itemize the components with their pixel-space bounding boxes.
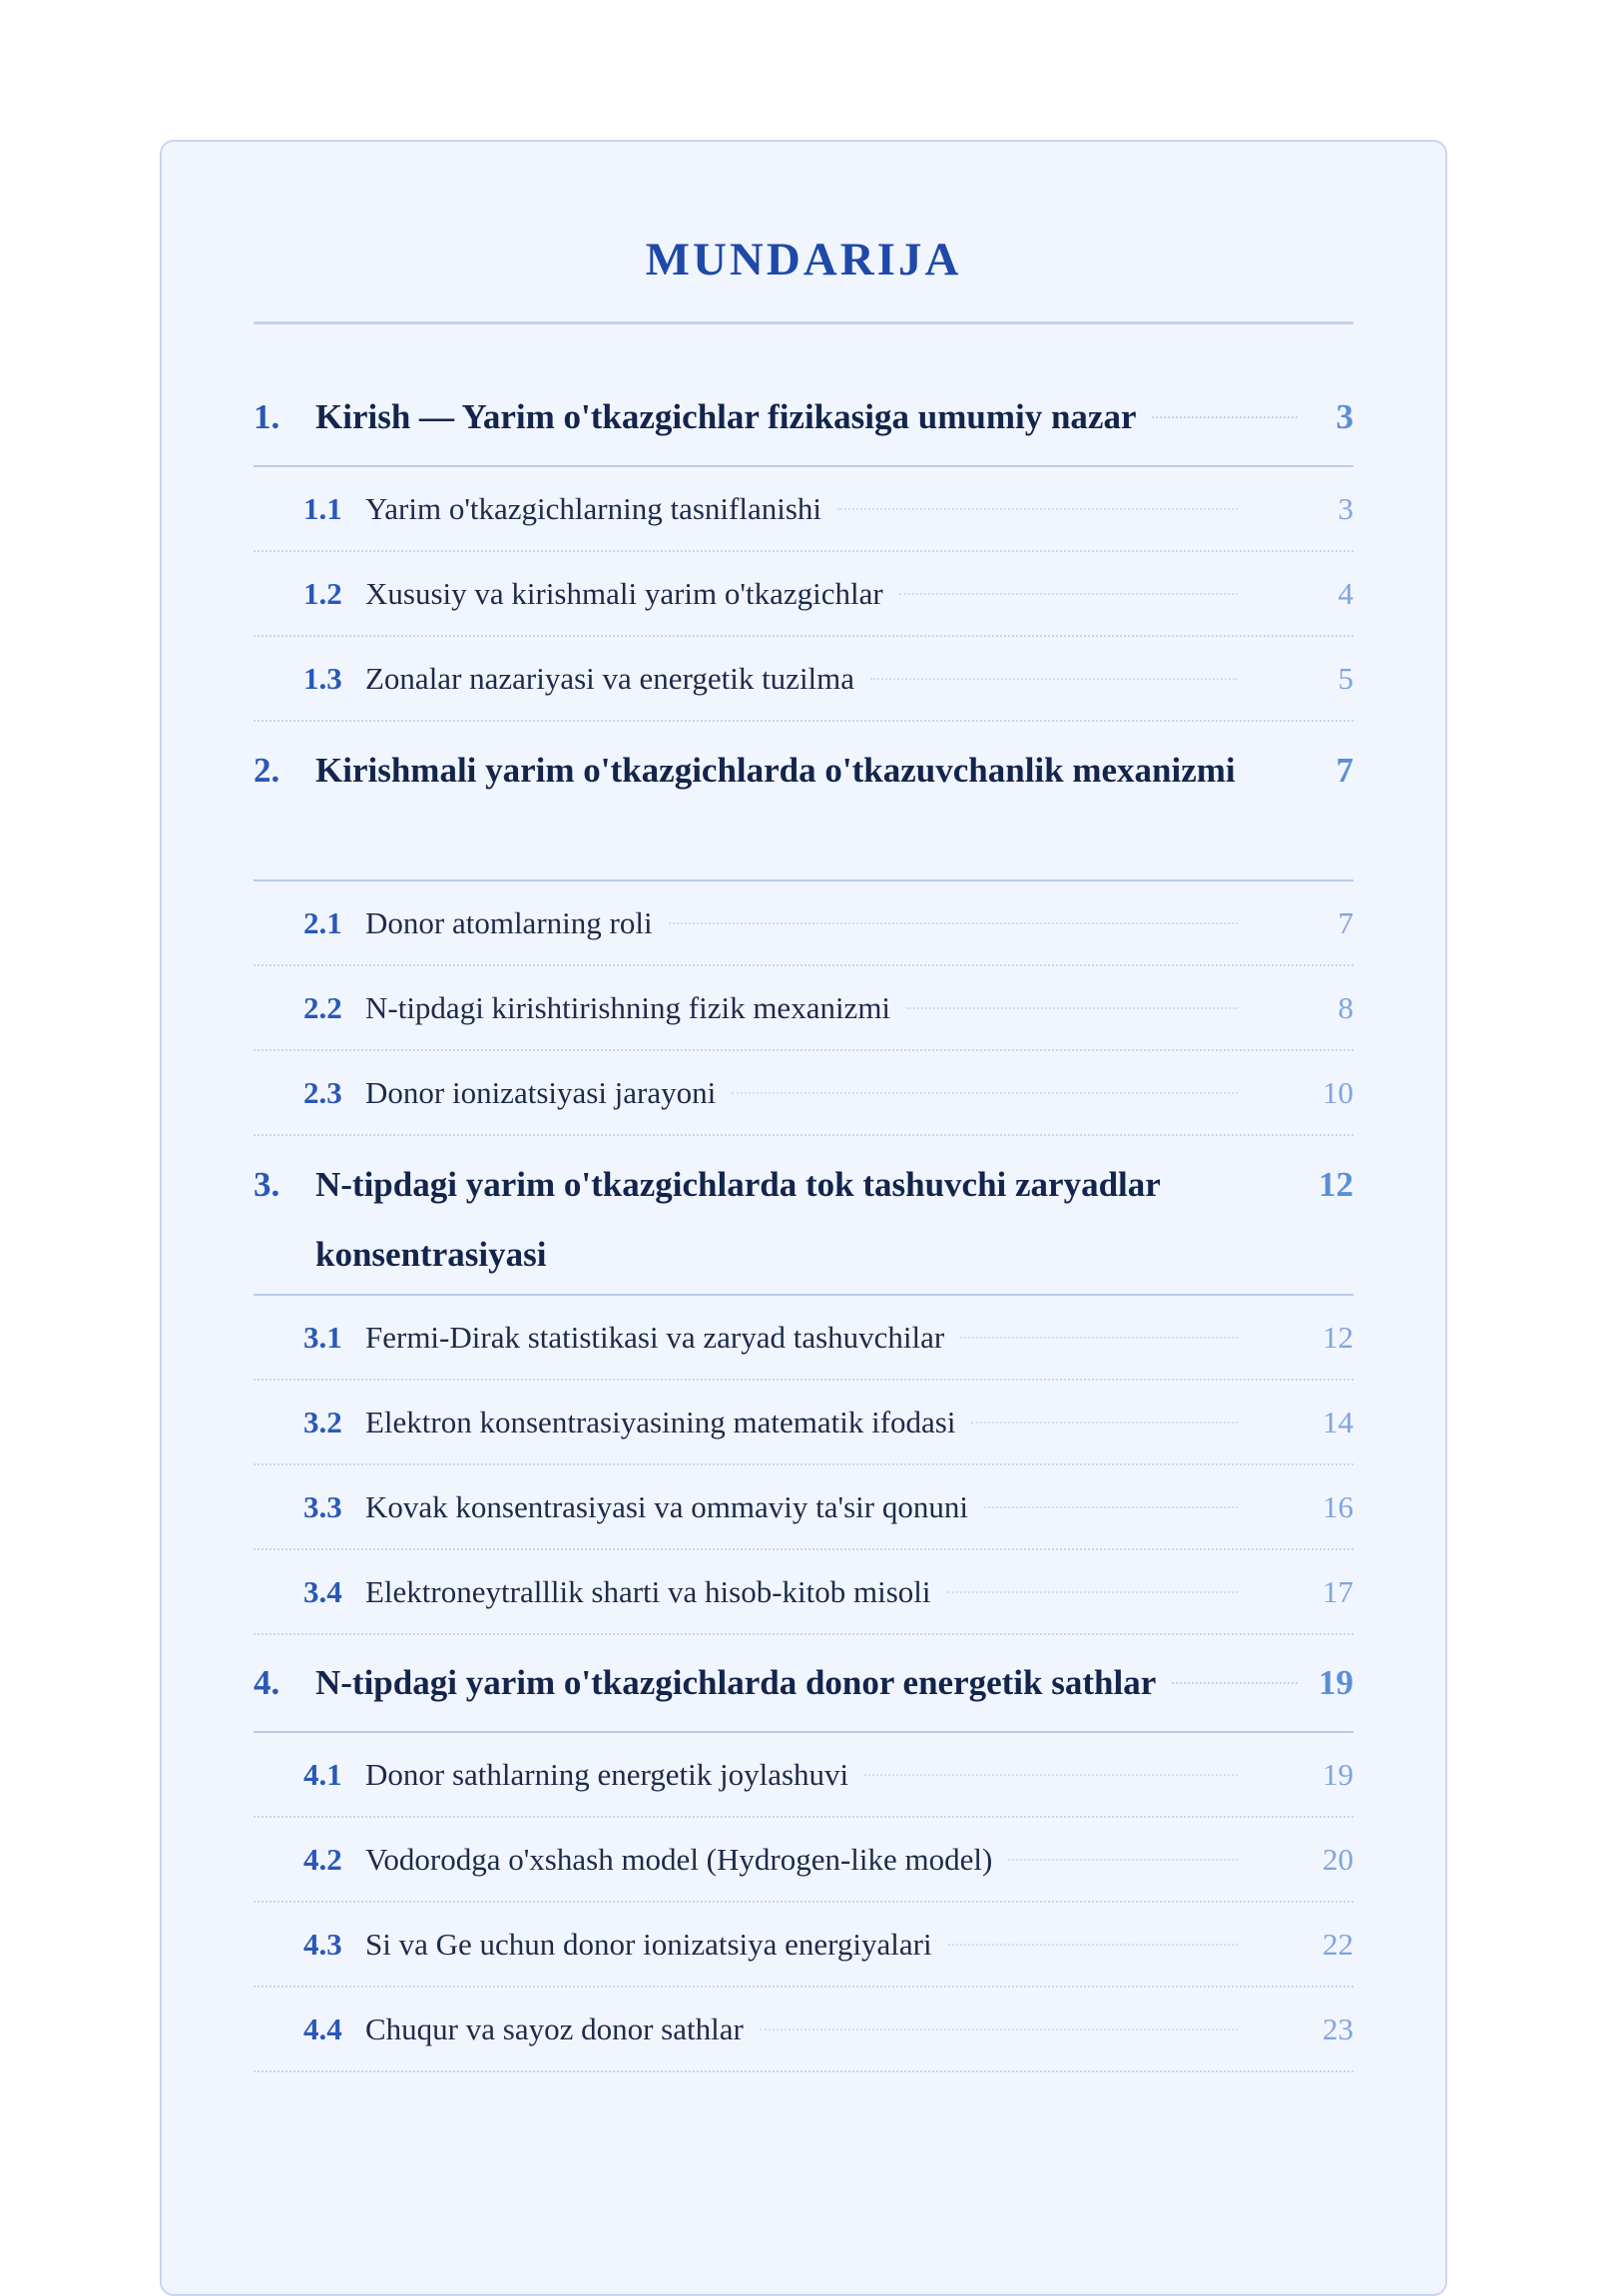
section-number: 4.1 (303, 1756, 342, 1792)
section-page-number: 16 (1323, 1488, 1353, 1524)
chapter-entry[interactable] (254, 1635, 1353, 1733)
section-number: 1.2 (303, 575, 342, 611)
chapter-title: N-tipdagi yarim o'tkazgichlarda tok tashuvchi zaryadlar konsentrasiyasi (315, 1165, 1161, 1274)
section-page-number: 5 (1337, 660, 1353, 696)
section-title: Chuqur va sayoz donor sathlar (365, 2010, 744, 2046)
table-of-contents (254, 369, 1353, 2072)
section-page-number: 22 (1323, 1926, 1353, 1962)
dot-leader (870, 678, 1238, 680)
page-title: MUNDARIJA (645, 234, 962, 286)
section-page-number: 7 (1337, 904, 1353, 940)
chapter-entry[interactable] (254, 722, 1353, 881)
dot-leader (1008, 1859, 1238, 1861)
section-number: 4.3 (303, 1926, 342, 1962)
section-page-number: 23 (1323, 2010, 1353, 2046)
section-number: 2.2 (303, 989, 342, 1025)
section-title: Elektron konsentrasiyasining matematik ifodasi (365, 1404, 956, 1439)
section-page-number: 12 (1323, 1319, 1353, 1355)
dot-leader (669, 922, 1238, 924)
dot-leader (906, 1007, 1238, 1009)
section-page-number: 17 (1323, 1573, 1353, 1609)
dot-leader (1152, 416, 1298, 418)
section-number: 2.3 (303, 1074, 342, 1110)
title-divider (254, 321, 1353, 324)
section-entry[interactable] (254, 1296, 1353, 1381)
section-title: Xususiy va kirishmali yarim o'tkazgichlar (365, 575, 883, 611)
dot-leader (837, 508, 1238, 510)
section-title: Zonalar nazariyasi va energetik tuzilma (365, 660, 855, 696)
dot-leader (864, 1774, 1238, 1776)
section-title: Fermi-Dirak statistikasi va zaryad tashuvchilar (365, 1319, 945, 1355)
section-title: Si va Ge uchun donor ionizatsiya energiyalari (365, 1926, 932, 1962)
section-number: 3.1 (303, 1319, 342, 1355)
section-page-number: 3 (1337, 490, 1353, 526)
section-entry[interactable] (254, 966, 1353, 1051)
section-entry[interactable] (254, 1051, 1353, 1136)
chapter-number: 4. (254, 1663, 280, 1702)
section-entry[interactable] (254, 881, 1353, 966)
section-number: 1.3 (303, 660, 342, 696)
chapter-title: N-tipdagi yarim o'tkazgichlarda donor energetik sathlar (315, 1663, 1157, 1702)
section-title: Elektroneytralllik sharti va hisob-kitob misoli (365, 1573, 931, 1609)
section-entry[interactable] (254, 1818, 1353, 1903)
chapter-entry[interactable] (254, 369, 1353, 467)
section-title: Vodorodga o'xshash model (Hydrogen-like model) (365, 1841, 993, 1877)
section-number: 3.2 (303, 1404, 342, 1439)
section-title: Donor ionizatsiyasi jarayoni (365, 1074, 717, 1110)
dot-leader (899, 593, 1238, 595)
section-entry[interactable] (254, 637, 1353, 722)
section-page-number: 4 (1337, 575, 1353, 611)
dot-leader (1172, 1682, 1298, 1684)
section-number: 3.4 (303, 1573, 342, 1609)
chapter-number: 3. (254, 1165, 280, 1204)
section-title: Kovak konsentrasiyasi va ommaviy ta'sir qonuni (365, 1488, 968, 1524)
section-number: 2.1 (303, 904, 342, 940)
section-entry[interactable] (254, 552, 1353, 637)
chapter-page-number: 7 (1335, 751, 1353, 790)
chapter-entry[interactable] (254, 1136, 1353, 1296)
section-entry[interactable] (254, 1465, 1353, 1550)
toc-card (160, 140, 1447, 2296)
section-number: 4.4 (303, 2010, 342, 2046)
chapter-number: 1. (254, 397, 280, 436)
section-entry[interactable] (254, 1903, 1353, 1988)
section-entry[interactable] (254, 467, 1353, 552)
chapter-page-number: 3 (1335, 397, 1353, 436)
section-entry[interactable] (254, 1988, 1353, 2072)
dot-leader (947, 1591, 1238, 1593)
section-title: Donor sathlarning energetik joylashuvi (365, 1756, 849, 1792)
section-entry[interactable] (254, 1733, 1353, 1818)
section-title: Donor atomlarning roli (365, 904, 653, 940)
section-page-number: 10 (1323, 1074, 1353, 1110)
section-number: 4.2 (303, 1841, 342, 1877)
section-number: 1.1 (303, 490, 342, 526)
section-page-number: 14 (1323, 1404, 1353, 1439)
section-number: 3.3 (303, 1488, 342, 1524)
chapter-title: Kirishmali yarim o'tkazgichlarda o'tkazuvchanlik mexanizmi (315, 751, 1236, 790)
chapter-number: 2. (254, 751, 280, 790)
section-entry[interactable] (254, 1381, 1353, 1465)
dot-leader (760, 2028, 1238, 2030)
chapter-title: Kirish — Yarim o'tkazgichlar fizikasiga umumiy nazar (315, 397, 1137, 436)
section-page-number: 8 (1337, 989, 1353, 1025)
section-title: N-tipdagi kirishtirishning fizik mexanizmi (365, 989, 891, 1025)
section-title: Yarim o'tkazgichlarning tasniflanishi (365, 490, 822, 526)
section-entry[interactable] (254, 1550, 1353, 1635)
dot-leader (948, 1944, 1238, 1946)
section-page-number: 20 (1323, 1841, 1353, 1877)
chapter-page-number: 19 (1319, 1663, 1353, 1702)
dot-leader (984, 1506, 1238, 1508)
dot-leader (732, 1092, 1238, 1094)
section-page-number: 19 (1323, 1756, 1353, 1792)
chapter-page-number: 12 (1319, 1165, 1353, 1204)
dot-leader (960, 1337, 1238, 1339)
dot-leader (971, 1422, 1238, 1424)
